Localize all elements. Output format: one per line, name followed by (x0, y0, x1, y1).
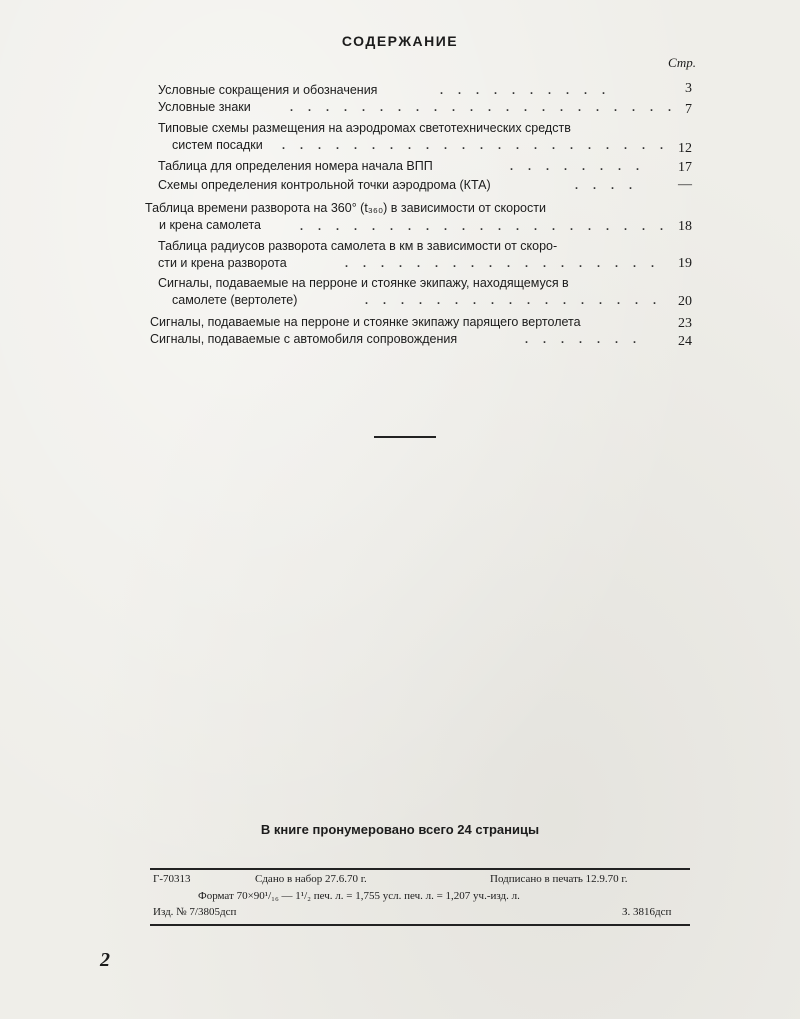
imprint-bottom-rule (150, 924, 690, 926)
toc-entry-text: Сигналы, подаваемые на перроне и стоянке экипажу, находящемуся в (158, 276, 569, 290)
toc-entry[interactable] (158, 158, 433, 175)
page-title: СОДЕРЖАНИЕ (341, 33, 459, 49)
toc-leader: ...................... (282, 138, 678, 152)
toc-entry-text: Таблица для определения номера начала ВПП (158, 159, 433, 173)
toc-page-number: — (678, 177, 692, 192)
toc-entry-text-cont: и крена самолета (159, 218, 261, 232)
toc-entry-text: Типовые схемы размещения на аэродромах светотехнических средств (158, 121, 571, 135)
toc-entry-text: Схемы определения контрольной точки аэродрома (КТА) (158, 178, 491, 192)
toc-leader: ..................... (300, 219, 678, 233)
toc-entry-text: Условные знаки (158, 100, 251, 114)
toc-entry-text-cont: сти и крена разворота (158, 256, 287, 270)
imprint-code: Г-70313 (153, 873, 191, 885)
toc-leader: ................. (365, 293, 671, 307)
toc-page-number: 20 (678, 294, 692, 309)
toc-leader: .... (575, 178, 647, 192)
page-column-header: Стр. (668, 55, 696, 70)
toc-entry-text: Сигналы, подаваемые с автомобиля сопровождения (150, 332, 458, 346)
toc-leader: ....... (525, 332, 651, 346)
toc-leader: ...................... (290, 100, 686, 114)
toc-entry-text-cont: самолете (вертолете) (172, 293, 298, 307)
toc-page-number: 7 (685, 102, 692, 117)
toc-page-number: 19 (678, 256, 692, 271)
toc-page-number: 24 (678, 334, 692, 349)
imprint-edition: Изд. № 7/3805дсп (153, 906, 237, 918)
page-count-note: В книге пронумеровано всего 24 страницы (260, 822, 540, 837)
toc-page-number: 23 (678, 316, 692, 331)
toc-page-number: 3 (685, 81, 692, 96)
imprint-sent-to-typeset: Сдано в набор 27.6.70 г. (255, 873, 367, 885)
toc-page-number: 12 (678, 141, 692, 156)
page-number: 2 (100, 949, 110, 971)
toc-entry[interactable] (158, 99, 251, 116)
toc-entry-text-cont: систем посадки (172, 138, 263, 152)
toc-entry[interactable] (158, 177, 491, 194)
toc-leader: .......... (440, 83, 620, 97)
imprint-order: З. 3816дсп (622, 906, 672, 918)
toc-entry-text: Условные сокращения и обозначения (158, 83, 378, 97)
toc-entry[interactable] (158, 82, 377, 99)
toc-leader: .................. (345, 256, 669, 270)
toc-leader: ........ (510, 159, 654, 173)
section-divider (374, 436, 436, 438)
toc-entry[interactable] (150, 331, 457, 348)
toc-entry-text: Сигналы, подаваемые на перроне и стоянке экипажу парящего вертолета (150, 315, 581, 329)
imprint-format: Формат 70×90¹/₁₆ — 1¹/₂ печ. л. = 1,755 усл. печ. л. = 1,207 уч.-изд. л. (198, 890, 520, 902)
toc-entry-text: Таблица радиусов разворота самолета в км в зависимости от скоро- (158, 239, 558, 253)
imprint-top-rule (150, 868, 690, 870)
toc-page-number: 18 (678, 219, 692, 234)
imprint-signed-to-print: Подписано в печать 12.9.70 г. (490, 873, 628, 885)
toc-page-number: 17 (678, 160, 692, 175)
toc-entry[interactable] (150, 314, 581, 331)
toc-entry-text: Таблица времени разворота на 360° (t₃₆₀) в зависимости от скорости (145, 201, 546, 215)
